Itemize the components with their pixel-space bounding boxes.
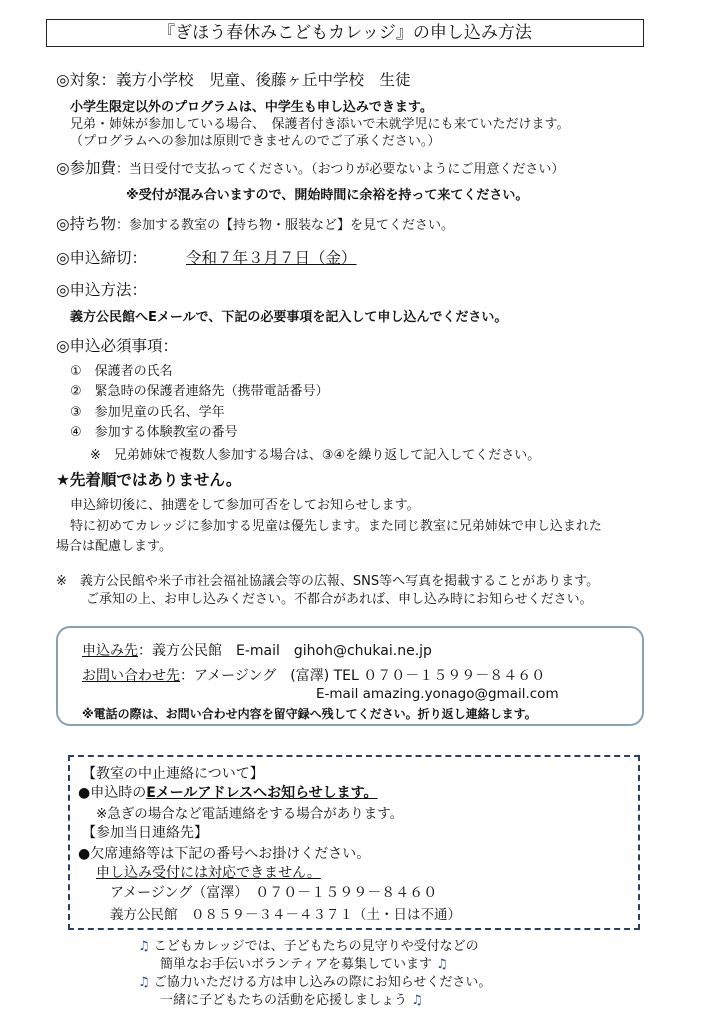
method-text: 義方公民館へEメールで、下記の必要事項を記入して申し込んでください。 xyxy=(70,310,508,325)
music-note-icon: ♫ xyxy=(411,993,423,1008)
required-item: ③ 参加児童の氏名、学年 xyxy=(70,405,225,420)
cancel-heading: 【教室の中止連絡について】 xyxy=(82,766,264,782)
cancel-line1 xyxy=(78,782,378,802)
volunteer-text-4: 一緒に子どもたちの活動を応援しましょう xyxy=(160,993,408,1008)
fee-row xyxy=(56,156,564,178)
volunteer-line3 xyxy=(138,971,491,990)
volunteer-line2 xyxy=(160,953,448,972)
photo-note-line1: ※ 義方公民館や米子市社会福祉協議会等の広報、SNS等へ写真を掲載することがあります。 xyxy=(56,574,600,589)
belongings-text: ：参加する教室の【持ち物・服装など】を見てください。 xyxy=(116,218,455,233)
volunteer-text-2: 簡単なお手伝いボランティアを募集しています xyxy=(160,957,432,972)
fee-text: ：当日受付で支払ってください。（おつりが必要ないようにご用意ください） xyxy=(116,162,565,177)
lottery-line3: 場合は配慮します。 xyxy=(56,539,172,554)
fee-note: ※受付が混み合いますので、開始時間に余裕を持って来てください。 xyxy=(126,188,529,203)
target-line3: （プログラムへの参加は原則できませんのでご了承ください。） xyxy=(70,134,441,149)
target-line1: 小学生限定以外のプログラムは、中学生も申し込みできます。 xyxy=(70,100,433,115)
deadline-heading: ◎申込締切： xyxy=(56,249,148,267)
music-note-icon: ♫ xyxy=(138,975,150,990)
apply-label: 申込み先 xyxy=(82,643,138,659)
photo-note-line2: ご承知の上、お申し込みください。不都合があれば、申し込み時にお知らせください。 xyxy=(86,592,593,607)
cancel-line1-email: Eメールアドレスへお知らせします。 xyxy=(146,785,378,801)
volunteer-text-1: こどもカレッジでは、子どもたちの見守りや受付などの xyxy=(153,939,479,954)
belongings-heading: ◎持ち物 xyxy=(56,215,117,233)
contact-apply xyxy=(82,640,432,660)
contact-note: ※電話の際は、お問い合わせ内容を留守録へ残してください。折り返し連絡します。 xyxy=(82,707,537,721)
required-item: ④ 参加する体験教室の番号 xyxy=(70,425,238,440)
fee-heading: ◎参加費 xyxy=(56,159,117,177)
apply-value: ：義方公民館 E-mail gihoh@chukai.ne.jp xyxy=(138,643,432,659)
method-heading: ◎申込方法： xyxy=(56,281,148,299)
lottery-line2: 特に初めてカレッジに参加する児童は優先します。また同じ教室に兄弟姉妹で申し込まれた xyxy=(70,519,602,534)
music-note-icon: ♫ xyxy=(436,957,448,972)
volunteer-line1 xyxy=(138,935,479,954)
inquiry-value: ：アメージング (富澤) TEL ０７０－１５９９－８４６０ xyxy=(180,668,546,684)
volunteer-line4 xyxy=(160,989,423,1008)
cancel-line4: 申し込み受付には対応できません。 xyxy=(96,865,321,881)
inquiry-email: E-mail amazing.yonago@gmail.com xyxy=(316,686,559,702)
day-heading: 【参加当日連絡先】 xyxy=(82,825,208,841)
contact-inquiry xyxy=(82,665,545,685)
belongings-row xyxy=(56,212,454,234)
deadline-date: 令和７年３月７日（金） xyxy=(186,249,357,267)
required-item: ① 保護者の氏名 xyxy=(70,364,173,379)
lottery-heading: ★先着順ではありません。 xyxy=(56,471,242,489)
cancel-line1-prefix: ●申込時の xyxy=(78,785,147,801)
lottery-line1: 申込締切後に、抽選をして参加可否をしてお知らせします。 xyxy=(70,498,420,513)
target-line2: 兄弟・姉妹が参加している場合、 保護者付き添いで未就学児にも来ていただけます。 xyxy=(70,117,570,132)
volunteer-text-3: ご協力いただける方は申し込みの際にお知らせください。 xyxy=(153,975,492,990)
page-title: 『ぎほう春休みこどもカレッジ』の申し込み方法 xyxy=(46,19,644,47)
required-item: ② 緊急時の保護者連絡先（携帯電話番号） xyxy=(70,384,329,399)
phone-kominkan: 義方公民館 ０８５９－３４－４３７１（土・日は不通） xyxy=(110,907,461,923)
required-heading: ◎申込必須事項： xyxy=(56,337,179,355)
target-heading: ◎対象：義方小学校 児童、後藤ヶ丘中学校 生徒 xyxy=(56,71,411,89)
phone-amazing: アメージング（富澤） ０７０－１５９９－８４６０ xyxy=(110,885,438,901)
inquiry-label: お問い合わせ先 xyxy=(82,668,180,684)
music-note-icon: ♫ xyxy=(138,939,150,954)
cancel-line2: ※急ぎの場合など電話連絡をする場合があります。 xyxy=(96,806,404,822)
required-note: ※ 兄弟姉妹で複数人参加する場合は、③④を繰り返して記入してください。 xyxy=(90,448,541,463)
cancel-line3: ●欠席連絡等は下記の番号へお掛けください。 xyxy=(78,846,371,862)
